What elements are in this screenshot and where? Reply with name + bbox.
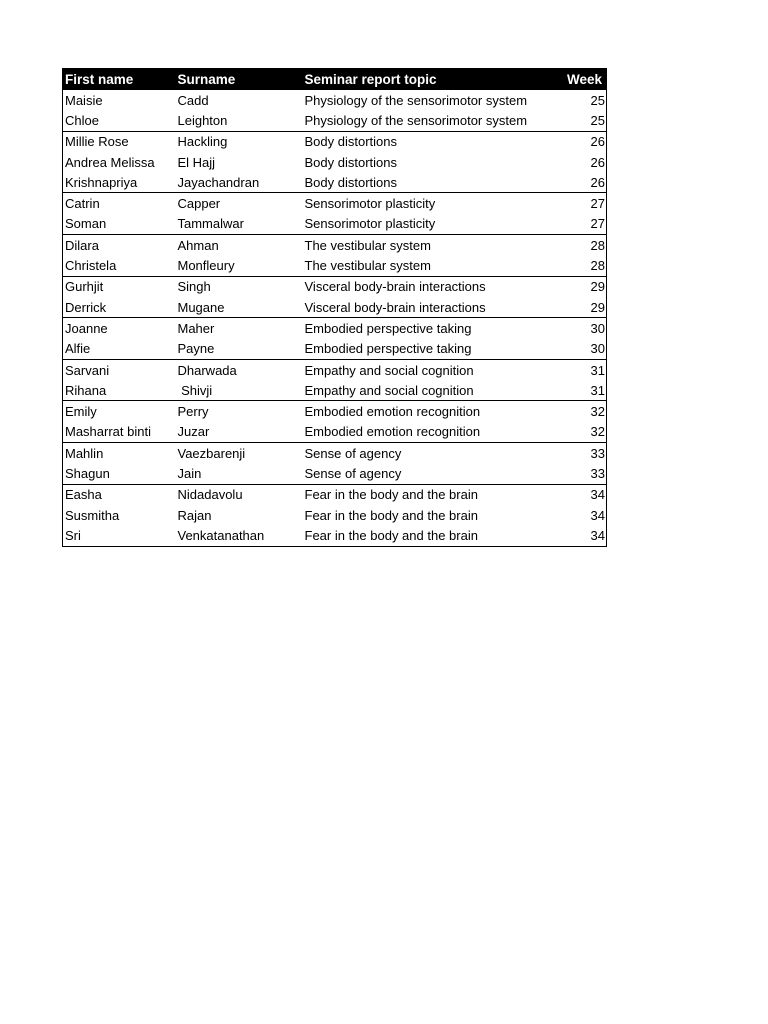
cell-first-name: Alfie — [65, 341, 91, 357]
cell-topic: Visceral body-brain interactions — [303, 276, 561, 297]
cell-topic: The vestibular system — [304, 258, 431, 274]
table-row — [63, 339, 607, 360]
header-topic: Seminar report topic — [303, 68, 561, 90]
cell-surname: Singh — [176, 276, 303, 297]
table-row — [63, 110, 607, 131]
cell-topic: Sense of agency — [304, 465, 402, 481]
cell-topic: Embodied perspective taking — [303, 318, 561, 339]
cell-first-name: Derrick — [65, 299, 107, 315]
table-row — [63, 443, 607, 464]
cell-first-name: Masharrat binti — [65, 424, 151, 440]
table-row — [63, 463, 607, 484]
cell-surname: Shivji — [177, 382, 213, 398]
table-row — [63, 214, 607, 235]
cell-topic: Body distortions — [304, 174, 397, 190]
cell-first-name: Christela — [65, 258, 117, 274]
cell-first-name: Easha — [63, 484, 176, 505]
cell-week: 27 — [590, 216, 605, 232]
table-row — [63, 255, 607, 276]
cell-week: 31 — [590, 382, 605, 398]
cell-topic: Embodied emotion recognition — [304, 424, 481, 440]
table-row — [63, 276, 607, 297]
table-row — [63, 484, 607, 505]
cell-surname: Dharwada — [176, 359, 303, 380]
cell-topic: Fear in the body and the brain — [303, 484, 561, 505]
cell-first-name: Mahlin — [63, 443, 176, 464]
cell-topic: Body distortions — [303, 131, 561, 152]
cell-surname: Hackling — [176, 131, 303, 152]
cell-week: 33 — [561, 443, 607, 464]
table-row — [63, 172, 607, 193]
cell-first-name: Sri — [65, 527, 81, 543]
table-row — [63, 505, 607, 525]
cell-week: 30 — [590, 341, 605, 357]
cell-week: 27 — [561, 193, 607, 214]
cell-week: 29 — [561, 276, 607, 297]
cell-surname: Payne — [177, 341, 215, 357]
cell-surname: Jayachandran — [177, 174, 260, 190]
cell-first-name: Rihana — [65, 382, 107, 398]
table-header — [63, 68, 607, 90]
table-row — [63, 131, 607, 152]
cell-surname: Maher — [176, 318, 303, 339]
cell-week: 26 — [590, 174, 605, 190]
cell-first-name: Gurhjit — [63, 276, 176, 297]
cell-first-name: Soman — [65, 216, 107, 232]
cell-first-name: Dilara — [63, 235, 176, 256]
header-surname: Surname — [176, 68, 303, 90]
table-body — [63, 90, 607, 546]
cell-surname: Tammalwar — [177, 216, 244, 232]
cell-topic: Embodied emotion recognition — [303, 401, 561, 422]
table-row — [63, 525, 607, 546]
cell-surname: Vaezbarenji — [176, 443, 303, 464]
cell-topic: Physiology of the sensorimotor system — [304, 92, 528, 108]
cell-surname: Ahman — [176, 235, 303, 256]
cell-first-name: Millie Rose — [63, 131, 176, 152]
cell-week: 32 — [561, 401, 607, 422]
cell-surname: Leighton — [177, 112, 228, 128]
table-row — [63, 297, 607, 318]
cell-week: 30 — [561, 318, 607, 339]
cell-week: 26 — [590, 154, 605, 170]
cell-week: 25 — [590, 112, 605, 128]
cell-surname: El Hajj — [177, 154, 216, 170]
cell-surname: Mugane — [177, 299, 225, 315]
cell-surname: Venkatanathan — [177, 527, 265, 543]
cell-surname: Perry — [176, 401, 303, 422]
cell-topic: Embodied perspective taking — [304, 341, 472, 357]
cell-surname: Cadd — [177, 92, 209, 108]
header-first-name: First name — [63, 68, 176, 90]
cell-surname: Juzar — [177, 424, 210, 440]
cell-surname: Nidadavolu — [176, 484, 303, 505]
cell-topic: Sensorimotor plasticity — [304, 216, 436, 232]
cell-first-name: Susmitha — [65, 507, 120, 523]
cell-topic: The vestibular system — [303, 235, 561, 256]
table-row — [63, 380, 607, 401]
table-row — [63, 359, 607, 380]
seminar-schedule-table — [62, 68, 607, 547]
cell-surname: Jain — [177, 465, 202, 481]
cell-surname: Rajan — [177, 507, 212, 523]
cell-topic: Fear in the body and the brain — [304, 507, 478, 523]
table-row — [63, 90, 607, 110]
cell-first-name: Emily — [63, 401, 176, 422]
cell-week: 33 — [590, 465, 605, 481]
cell-first-name: Maisie — [65, 92, 103, 108]
cell-first-name: Catrin — [63, 193, 176, 214]
table-row — [63, 318, 607, 339]
table-row — [63, 193, 607, 214]
cell-topic: Fear in the body and the brain — [304, 527, 478, 543]
cell-week: 28 — [590, 258, 605, 274]
table-row — [63, 422, 607, 443]
cell-surname: Capper — [176, 193, 303, 214]
table-row — [63, 152, 607, 172]
cell-first-name: Shagun — [65, 465, 110, 481]
cell-week: 29 — [590, 299, 605, 315]
cell-week: 34 — [590, 527, 605, 543]
cell-topic: Visceral body-brain interactions — [304, 299, 486, 315]
cell-topic: Sense of agency — [303, 443, 561, 464]
table-row — [63, 235, 607, 256]
cell-week: 34 — [590, 507, 605, 523]
cell-topic: Empathy and social cognition — [304, 382, 474, 398]
cell-topic: Sensorimotor plasticity — [303, 193, 561, 214]
cell-first-name: Sarvani — [63, 359, 176, 380]
cell-week: 26 — [561, 131, 607, 152]
cell-topic: Empathy and social cognition — [303, 359, 561, 380]
cell-week: 34 — [561, 484, 607, 505]
cell-first-name: Andrea Melissa — [65, 154, 155, 170]
cell-week: 32 — [590, 424, 605, 440]
cell-week: 25 — [590, 92, 605, 108]
cell-topic: Physiology of the sensorimotor system — [304, 112, 528, 128]
cell-first-name: Chloe — [65, 112, 99, 128]
cell-week: 28 — [561, 235, 607, 256]
table-row — [63, 401, 607, 422]
cell-week: 31 — [561, 359, 607, 380]
header-week: Week — [561, 68, 607, 90]
cell-first-name: Krishnapriya — [65, 174, 138, 190]
cell-first-name: Joanne — [63, 318, 176, 339]
header-row — [63, 68, 607, 90]
cell-topic: Body distortions — [304, 154, 397, 170]
cell-surname: Monfleury — [177, 258, 235, 274]
